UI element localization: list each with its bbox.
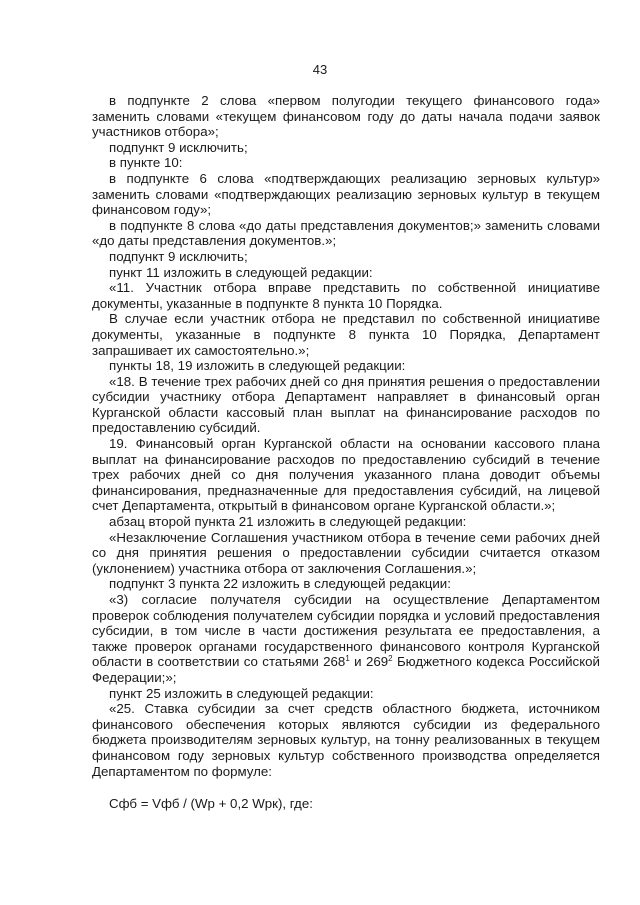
paragraph-4: в подпункте 6 слова «подтверждающих реализацию зерновых культур» заменить словами «подтверждающих реализацию зерновых культур в текущем финансовом году»;: [92, 170, 600, 218]
paragraph-17: пункт 25 изложить в следующей редакции:: [109, 685, 374, 701]
superscript-2: 2: [388, 654, 393, 664]
paragraph-14: «Незаключение Соглашения участником отбора в течение семи рабочих дней со дня принятия решения о предоставлении субсидии считается отказом (уклонением) участника отбора от заключения Соглашения.»;: [92, 529, 600, 576]
paragraph-18: «25. Ставка субсидии за счет средств областного бюджета, источником финансового обеспечения которых являются субсидии из федерального бюджета производителям зерновых культур, на тонну реализованных в текущем финансовом году зерновых культур собственного производства определяется Департаментом по формуле:: [92, 701, 600, 779]
paragraph-8: «11. Участник отбора вправе представить по собственной инициативе документы, указанные в подпункте 8 пункта 10 Порядка.: [92, 280, 600, 311]
paragraph-16-middle: и 269: [349, 654, 389, 670]
paragraph-16-after: Бюджетного кодекса Российской Федерации;»;: [92, 654, 600, 685]
document-body: [92, 93, 600, 812]
paragraph-10: пункты 18, 19 изложить в следующей редакции:: [109, 358, 406, 374]
paragraph-7: пункт 11 изложить в следующей редакции:: [109, 264, 373, 280]
paragraph-2: подпункт 9 исключить;: [109, 139, 248, 155]
paragraph-6: подпункт 9 исключить;: [109, 248, 248, 264]
paragraph-15: подпункт 3 пункта 22 изложить в следующей редакции:: [109, 576, 451, 592]
paragraph-16-before: «3) согласие получателя субсидии на осуществление Департаментом проверок соблюдения получателем субсидии порядка и условий предоставления субсидии, в том числе в части достижения результата ее предоставления, а также проверок органами государственного финансового контроля Курганской области в соответствии со статьями 268: [92, 592, 600, 670]
spacer: [92, 779, 600, 796]
paragraph-9: В случае если участник отбора не представил по собственной инициативе документы, указанные в подпункте 8 пункта 10 Порядка, Департамент запрашивает их самостоятельно.»;: [92, 311, 600, 358]
paragraph-11: «18. В течение трех рабочих дней со дня принятия решения о предоставлении субсидии участнику отбора Департамент направляет в финансовый орган Курганской области кассовый план выплат на финансирование расходов по предоставлению субсидий.: [92, 373, 600, 436]
paragraph-13: абзац второй пункта 21 изложить в следующей редакции:: [109, 514, 467, 530]
paragraph-5: в подпункте 8 слова «до даты представления документов;» заменить словами «до даты представления документов.»;: [92, 217, 600, 249]
formula: Сфб = Vфб / (Wp + 0,2 Wpк), где:: [109, 796, 313, 812]
paragraph-16: [92, 592, 600, 686]
paragraph-3: в пункте 10:: [109, 155, 183, 171]
page-number: 43: [312, 62, 328, 77]
superscript-1: 1: [345, 654, 350, 664]
paragraph-12: 19. Финансовый орган Курганской области на основании кассового плана выплат на финансирование расходов по предоставлению субсидий в течение трех рабочих дней со дня получения указанного плана доводит объемы финансирования, предназначенные для предоставления субсидий, на лицевой счет Департамента, открытый в финансовом органе Курганской области.»;: [92, 436, 600, 514]
paragraph-1: в подпункте 2 слова «первом полугодии текущего финансового года» заменить словами «текущем финансовом году до даты начала подачи заявок участников отбора»;: [92, 93, 600, 140]
